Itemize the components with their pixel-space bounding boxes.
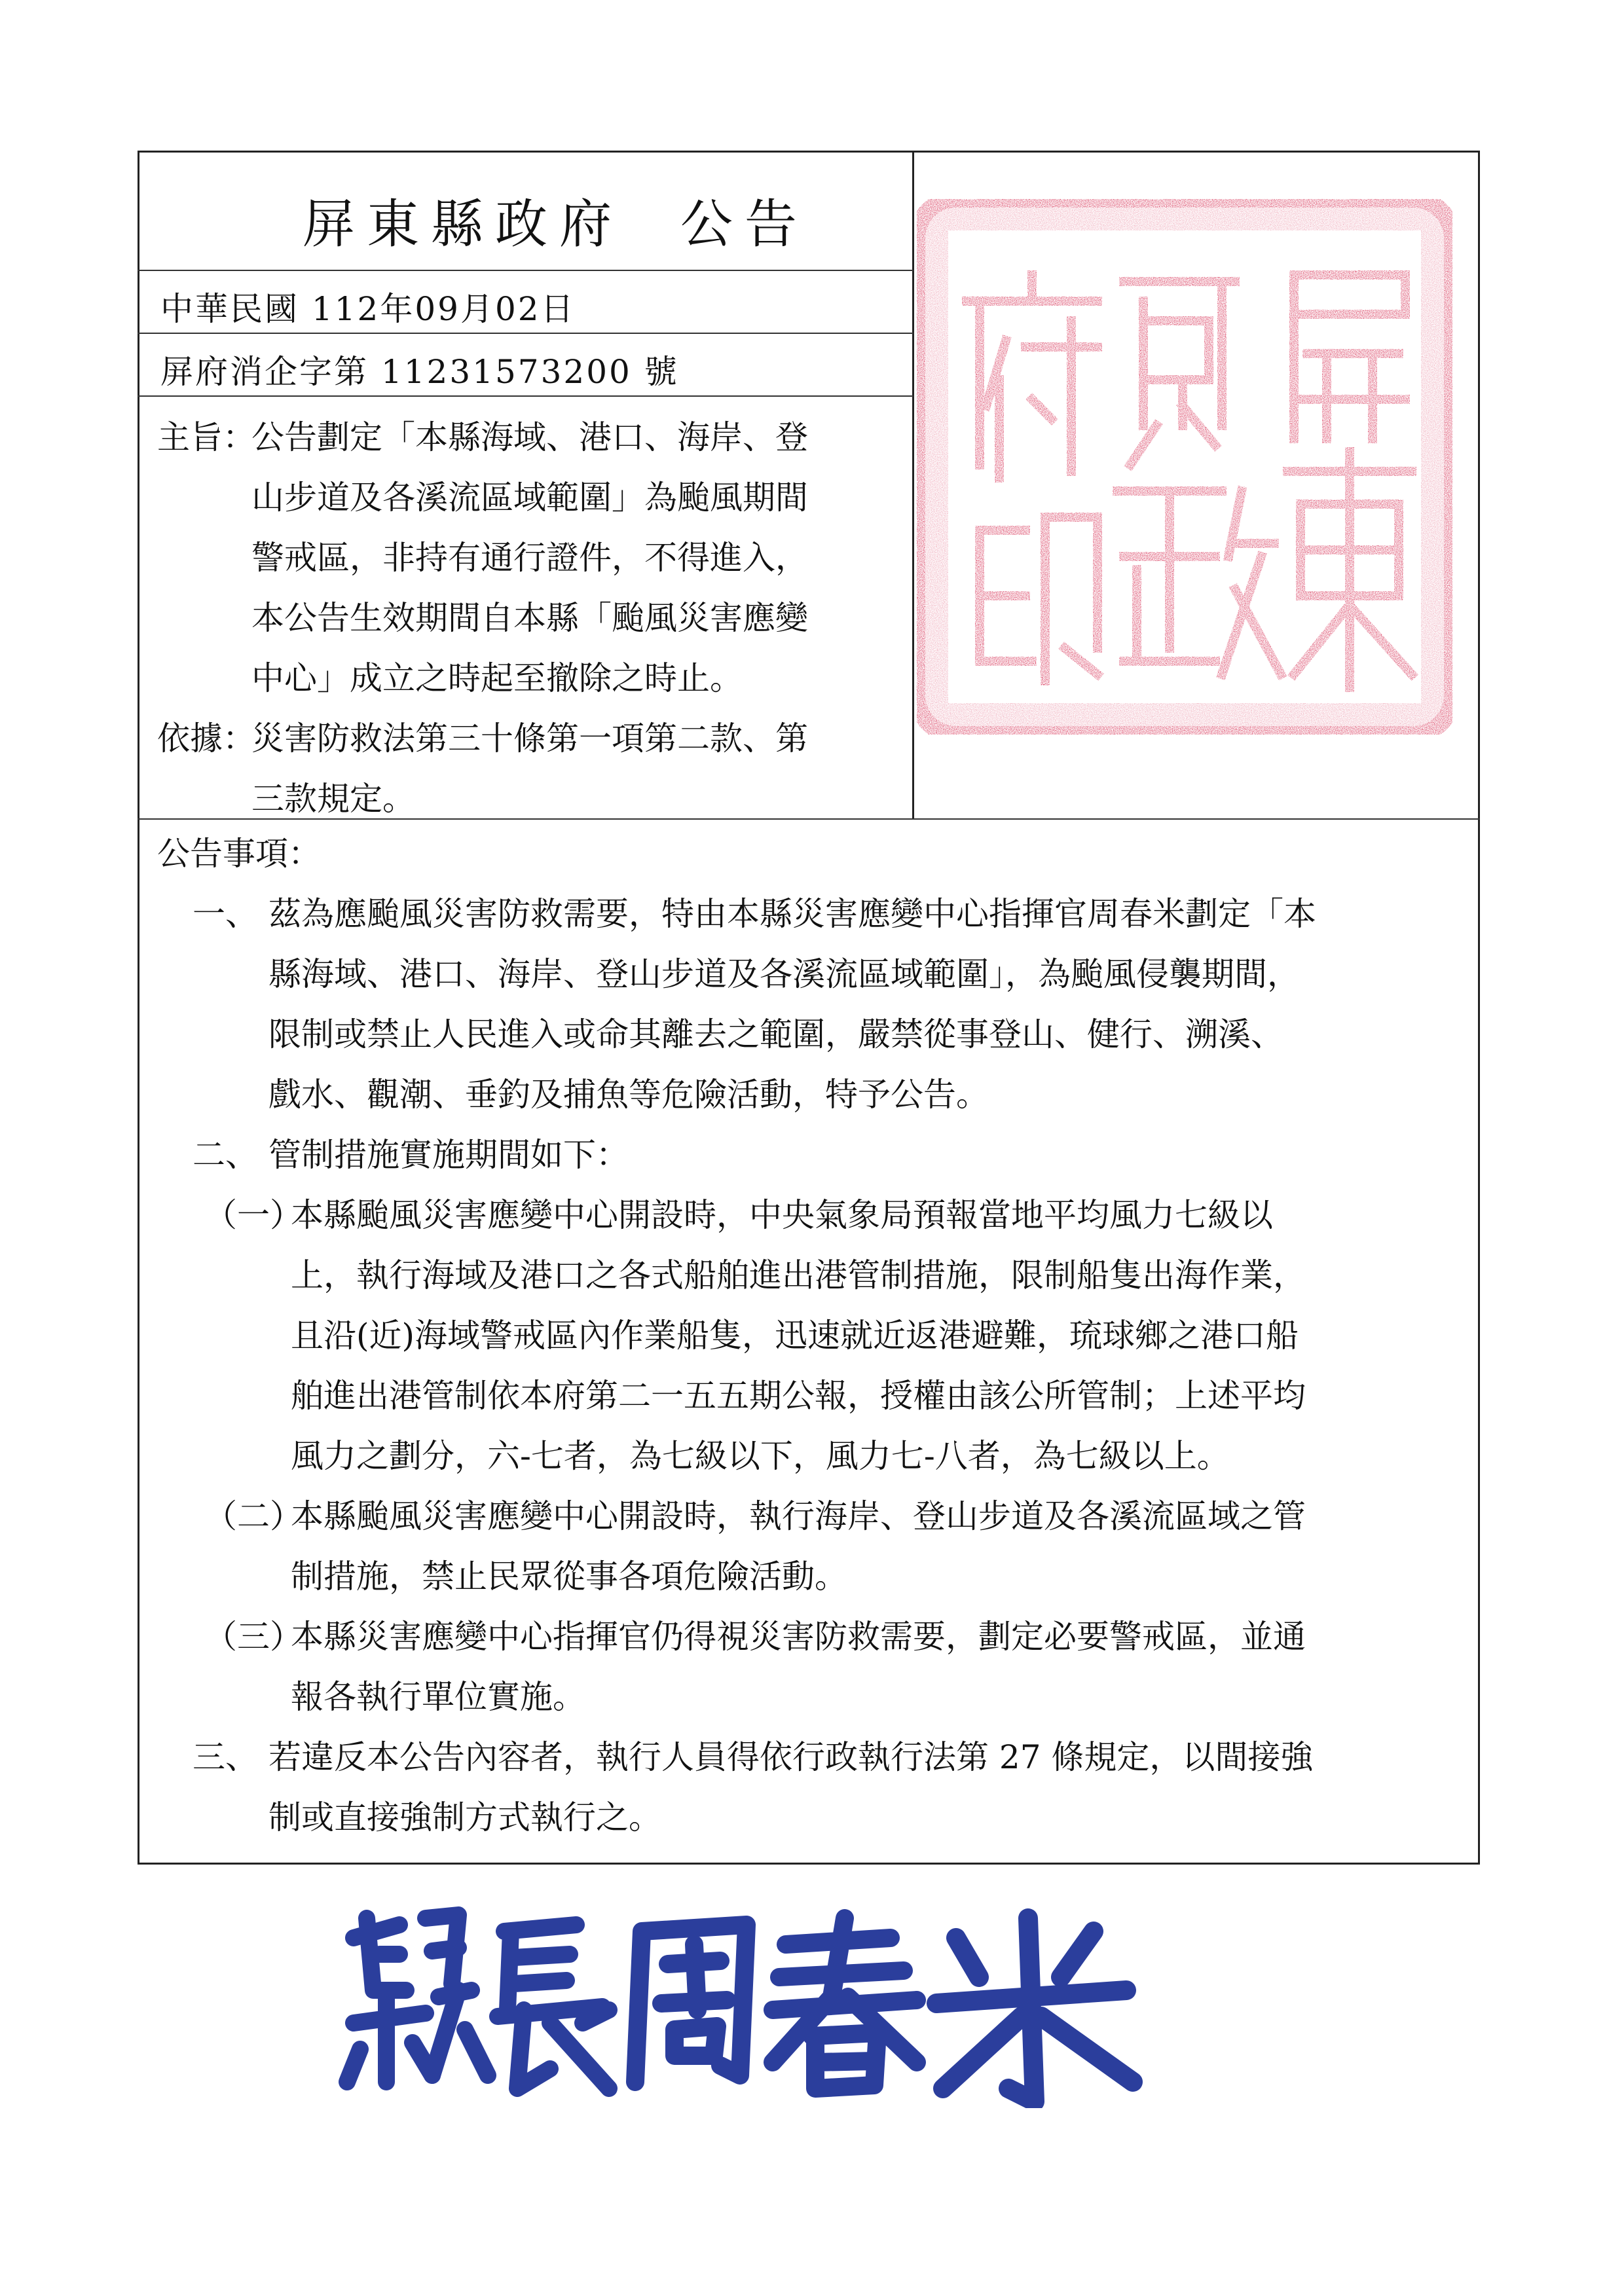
item1-line: 戲水、觀潮、垂釣及捕魚等危險活動，特予公告。 [268, 1076, 989, 1114]
magistrate-signature [327, 1892, 1153, 2108]
sub3-line: 報各執行單位實施。 [291, 1678, 585, 1716]
sub2-text [291, 1486, 1306, 1607]
item2-label: 二、 [193, 1136, 258, 1174]
sub1-line: 風力之劃分，六-七者，為七級以下，風力七-八者，為七級以上。 [291, 1437, 1230, 1475]
sub1-label: （一） [204, 1196, 303, 1234]
item3-label: 三、 [193, 1738, 258, 1776]
item1-line: 茲為應颱風災害防救需要，特由本縣災害應變中心指揮官周春米劃定「本 [268, 895, 1316, 933]
sub3-line: 本縣災害應變中心指揮官仍得視災害防救需要，劃定必要警戒區，並通 [291, 1618, 1306, 1656]
issue-date: 中華民國 112年09月02日 [160, 290, 576, 328]
page-title: 屏東縣政府 公告 [303, 194, 809, 255]
subject-line: 警戒區，非持有通行證件，不得進入， [251, 539, 808, 577]
item1-text [268, 884, 1316, 1125]
sub1-text [291, 1185, 1306, 1486]
subject-label: 主旨： [157, 418, 255, 456]
sub2-label: （二） [204, 1497, 303, 1535]
subject-line: 山步道及各溪流區域範圍」為颱風期間 [251, 479, 808, 517]
official-seal-stamp [908, 190, 1462, 744]
sub1-line: 舶進出港管制依本府第二一五五期公報，授權由該公所管制；上述平均 [291, 1377, 1306, 1415]
sub1-line: 本縣颱風災害應變中心開設時，中央氣象局預報當地平均風力七級以 [291, 1196, 1273, 1234]
basis-text [251, 708, 808, 829]
item3-line: 若違反本公告內容者，執行人員得依行政執行法第 27 條規定，以間接強 [268, 1738, 1314, 1776]
item3-line: 制或直接強制方式執行之。 [268, 1798, 661, 1836]
sub2-line: 本縣颱風災害應變中心開設時，執行海岸、登山步道及各溪流區域之管 [291, 1497, 1306, 1535]
item1-label: 一、 [193, 895, 258, 933]
subject-line: 本公告生效期間自本縣「颱風災害應變 [251, 599, 808, 637]
subject-line: 公告劃定「本縣海域、港口、海岸、登 [251, 418, 808, 456]
sub3-text [291, 1607, 1306, 1727]
item3-text [268, 1727, 1313, 1848]
item1-line: 縣海域、港口、海岸、登山步道及各溪流區域範圍」，為颱風侵襲期間， [268, 955, 1300, 993]
date-divider [138, 333, 913, 334]
number-divider [138, 395, 913, 397]
sub3-label: （三） [204, 1618, 303, 1656]
subject-line: 中心」成立之時起至撤除之時止。 [251, 659, 743, 697]
item1-line: 限制或禁止人民進入或命其離去之範圍，嚴禁從事登山、健行、溯溪、 [268, 1015, 1283, 1053]
basis-line: 災害防救法第三十條第一項第二款、第 [251, 720, 808, 757]
notice-heading: 公告事項： [157, 835, 321, 873]
sub1-line: 且沿(近)海域警戒區內作業船隻，迅速就近返港避難，琉球鄉之港口船 [291, 1317, 1299, 1355]
title-divider [138, 270, 913, 271]
basis-label: 依據： [157, 720, 255, 757]
sub1-line: 上，執行海域及港口之各式船舶進出港管制措施，限制船隻出海作業， [291, 1256, 1306, 1294]
sub2-line: 制措施，禁止民眾從事各項危險活動。 [291, 1558, 847, 1595]
document-number: 屏府消企字第 11231573200 號 [160, 353, 679, 391]
subject-text [251, 407, 808, 708]
basis-line: 三款規定。 [251, 780, 415, 818]
item2-intro: 管制措施實施期間如下： [268, 1136, 629, 1174]
